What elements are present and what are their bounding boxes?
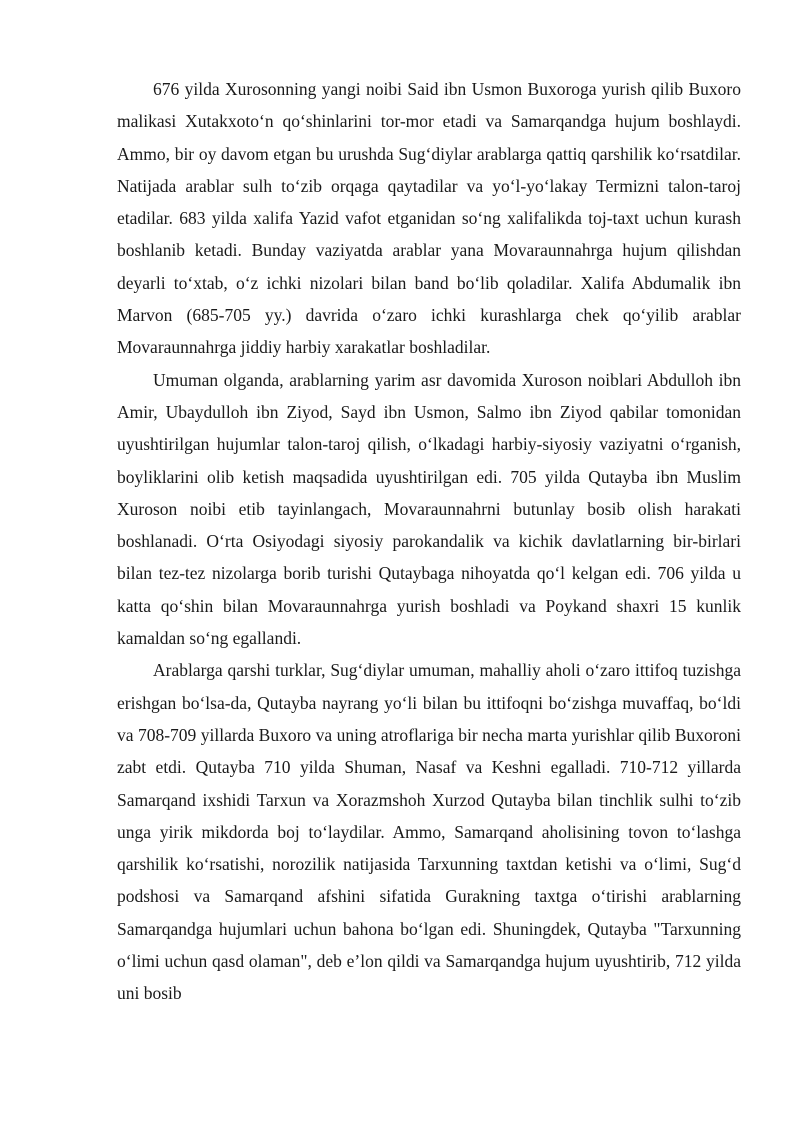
paragraph-2: Umuman olganda, arablarning yarim asr davomida Xuroson noiblari Abdulloh ibn Amir, Ubaydulloh ibn Ziyod, Sayd ibn Usmon, Salmo ibn Ziyod qabilar tomonidan uyushtirilgan hujumlar talon-taroj qilish, o‘lkadagi harbiy-siyosiy vaziyatni o‘rganish, boyliklarini olib ketish maqsadida uyushtirilgan edi. 705 yilda Qutayba ibn Muslim Xuroson noibi etib tayinlangach, Movaraunnahrni butunlay bosib olish harakati boshlanadi. O‘rta Osiyodagi siyosiy parokandalik va kichik davlatlarning bir-birlari bilan tez-tez nizolarga borib turishi Qutaybaga nihoyatda qo‘l kelgan edi. 706 yilda u katta qo‘shin bilan Movaraunnahrga yurish boshladi va Poykand shaxri 15 kunlik kamaldan so‘ng egallandi.: [117, 369, 741, 649]
paragraph-1: 676 yilda Xurosonning yangi noibi Said ibn Usmon Buxoroga yurish qilib Buxoro malikasi Xutakxoto‘n qo‘shinlarini tor-mor etadi va Samarqandga hujum boshlaydi. Ammo, bir oy davom etgan bu urushda Sug‘diylar arablarga qattiq qarshilik ko‘rsatdilar. Natijada arablar sulh to‘zib orqaga qaytadilar va yo‘l-yo‘lakay Termizni talon-taroj etadilar. 683 yilda xalifa Yazid vafot etganidan so‘ng xalifalikda toj-taxt uchun kurash boshlanib ketadi. Bunday vaziyatda arablar yana Movaraunnahrga hujum qilishdan deyarli to‘xtab, o‘z ichki nizolari bilan band bo‘lib qoladilar. Xalifa Abdumalik ibn Marvon (685-705 yy.) davrida o‘zaro ichki kurashlarga chek qo‘yilib arablar Movaraunnahrga jiddiy harbiy xarakatlar boshladilar.: [117, 79, 741, 358]
text-body: [117, 73, 741, 1010]
paragraph-3: Arablarga qarshi turklar, Sug‘diylar umuman, mahalliy aholi o‘zaro ittifoq tuzishga erishgan bo‘lsa-da, Qutayba nayrang yo‘li bilan bu ittifoqni bo‘zishga muvaffaq, bo‘ldi va 708-709 yillarda Buxoro va uning atroflariga bir necha marta yurishlar qilib Buxoroni zabt etdi. Qutayba 710 yilda Shuman, Nasaf va Keshni egalladi. 710-712 yillarda Samarqand ixshidi Tarxun va Xorazmshoh Xurzod Qutayba bilan tinchlik sulhi to‘zib unga yirik mikdorda boj to‘laydilar. Ammo, Samarqand aholisining tovon to‘lashga qarshilik ko‘rsatishi, norozilik natijasida Tarxunning taxtdan ketishi va o‘limi, Sug‘d podshosi va Samarqand afshini sifatida Gurakning taxtga o‘tirishi arablarning Samarqandga hujumlari uchun bahona bo‘lgan edi. Shuningdek, Qutayba "Tarxunning o‘limi uchun qasd olaman", deb e’lon qildi va Samarqandga hujum uyushtirib, 712 yilda uni bosib: [117, 660, 741, 1004]
